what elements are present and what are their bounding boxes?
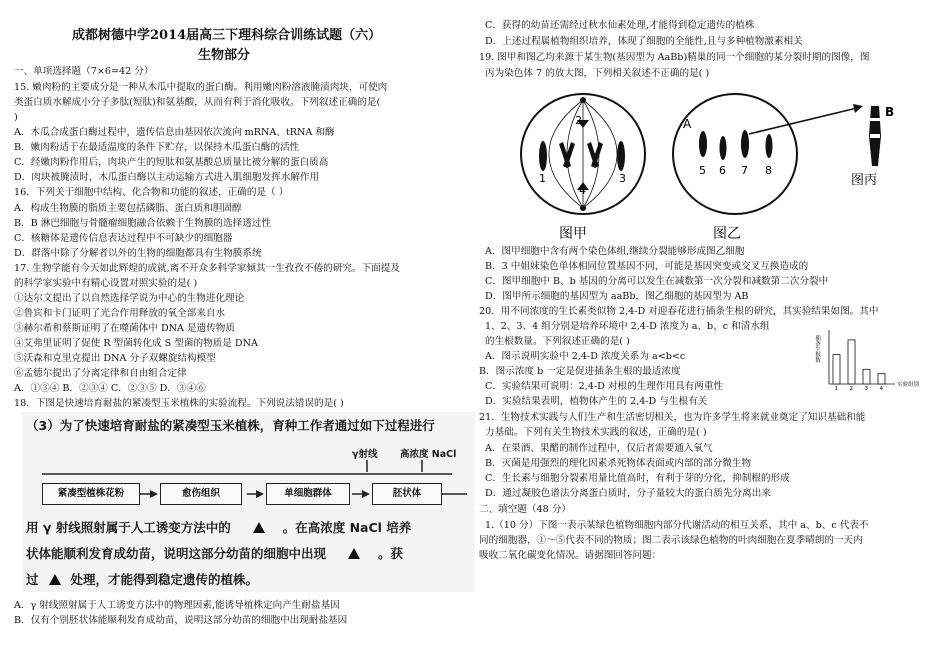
- q17-item-3: ③赫尔希和蔡斯证明了在噬菌体中 DNA 是遗传物质: [14, 323, 235, 334]
- scan-text-2a: 状体能顺利发育成幼苗，说明这部分幼苗的细胞中出现: [26, 546, 327, 561]
- q17-item-4: ④艾弗里证明了促使 R 型菌转化成 S 型菌的物质是 DNA: [14, 338, 258, 349]
- gene-b-label: B: [885, 105, 895, 119]
- section-heading: 一、单项选择题（7×6=42 分）: [14, 66, 154, 77]
- flow-box-embryoid: 胚状体: [372, 483, 442, 505]
- chart-tick-label: 1: [834, 386, 838, 392]
- q15-option-d: D．肉块被腌渍时，木瓜蛋白酶以主动运输方式进入肌细胞发挥水解作用: [14, 172, 320, 183]
- q15-option-c: C．经嫩肉粉作用后，肉块产生的短肽和氨基酸总质量比被分解的蛋白质高: [14, 157, 329, 168]
- nacl-label: 高浓度 NaCl: [400, 449, 457, 460]
- scan-text-3a: 过: [26, 572, 39, 587]
- fill-in-q1-stem-3: 吸收二氧化碳变化情况。请据图回答问题：: [479, 550, 662, 561]
- yi-num-5: 5: [699, 164, 706, 177]
- chart-ylabel: 插条生根数: [814, 335, 820, 363]
- q15-option-b: B．嫩肉粉适于在最适温度的条件下贮存，以保持木瓜蛋白酶的活性: [14, 142, 300, 153]
- q20-stem-1: 20．用不同浓度的生长素类似物 2,4-D 对迎春花进行插条生根的研究，其实验结果如图。其中: [479, 306, 879, 317]
- scan-text-line-3: [26, 570, 258, 588]
- fill-in-q1-stem-1: 1.（10 分）下图一表示某绿色植物细胞内部分代谢活动的相互关系，其中 a、b、c 代表不: [485, 520, 869, 531]
- q19-option-d: D．图甲所示细胞的基因型为 aaBb，图乙细胞的基因型为 AB: [485, 291, 749, 302]
- cell-yi-membrane: [673, 94, 797, 214]
- jia-num-2: 2: [575, 114, 582, 127]
- chart-bar-1: [833, 355, 840, 384]
- figure-bing-label: 图丙: [851, 173, 878, 188]
- q20-stem-2: 1、2、3、4 组分别是培养环境中 2,4-D 浓度为 a、b、c 和清水组: [485, 321, 770, 332]
- fill-in-section-heading: 二、填空题（48 分）: [479, 504, 572, 515]
- jia-num-4: 4: [579, 184, 586, 197]
- flow-box-single-cell: 单细胞群体: [266, 483, 350, 505]
- chart-tick-label: 3: [864, 386, 868, 392]
- q21-option-c: C．生长素与细胞分裂素用量比值高时，有利于芽的分化，抑制根的形成: [485, 473, 790, 484]
- yi-num-8: 8: [765, 164, 772, 177]
- scan-text-line-1: [26, 518, 411, 536]
- scan-text-1b: 。在高浓度 NaCl 培养: [282, 520, 412, 535]
- scan-text-3b: 处理，才能得到稳定遗传的植株。: [70, 572, 259, 587]
- chart-tick-label: 4: [879, 386, 883, 392]
- q17-item-2: ②鲁宾和卡门证明了光合作用释放的氧全部来自水: [14, 308, 226, 319]
- q16-option-c: C．核糖体是遗传信息表达过程中不可缺少的细胞器: [14, 233, 233, 244]
- q20-stem-3: 的生根数量。下列叙述正确的是( ): [485, 336, 630, 347]
- gamma-ray-label: γ射线: [352, 449, 378, 460]
- q18-option-c: C．获得的幼苗还需经过秋水仙素处理,才能得到稳定遗传的植株: [485, 20, 755, 31]
- yi-num-6: 6: [719, 164, 726, 177]
- flow-arrows: [22, 412, 475, 522]
- q17-stem-2: 的科学家实验中有精心设置对照实验的是( ): [14, 278, 198, 289]
- chart-xlabel: 实验组别: [897, 382, 920, 388]
- q21-option-d: D．通过凝胶色谱法分离蛋白质时，分子量较大的蛋白质先分离出来: [485, 488, 771, 499]
- scan-text-line-2: [26, 544, 403, 562]
- q21-option-b: B．灭菌是用强烈的理化因素杀死物体表面或内部的部分微生物: [485, 458, 752, 469]
- scan-text-1a: 用 γ 射线照射属于人工诱变方法中的: [26, 520, 231, 535]
- fill-in-q1-stem-2: 同的细胞器，①～⑤代表不同的物质；图二表示该绿色植物的叶肉细胞在夏季晴朗的一天内: [479, 535, 863, 546]
- q15-stem-2: 类蛋白质水解成小分子多肽(短肽)和氨基酸，从而有利于消化吸收。下列叙述正确的是(: [14, 97, 381, 108]
- q17-item-5: ⑤沃森和克里克提出 DNA 分子双螺旋结构模型: [14, 353, 216, 364]
- q19-stem-1: 19. 图甲和图乙均来源于某生物(基因型为 AaBb)精巢的同一个细胞的某分裂时期的图像，图: [479, 52, 870, 63]
- jia-num-3: 3: [619, 172, 626, 185]
- q20-bar-chart: [815, 326, 925, 390]
- paper-title: 成都树德中学2014届高三下理科综合训练试题（六）: [72, 28, 382, 43]
- scan-intro: （3）为了快速培育耐盐的紧凑型玉米植株，育种工作者通过如下过程进行: [26, 418, 435, 433]
- q16-option-d: D．群落中除了分解者以外的生物的细胞都具有生物膜系统: [14, 248, 262, 259]
- q18-stem: 18．下图是快速培育耐盐的紧凑型玉米植株的实验流程。下列说法错误的是( ): [14, 398, 344, 409]
- q21-stem-1: 21．生物技术实践与人们生产和生活密切相关，也为许多学生将来就业奠定了知识基础和能: [479, 412, 866, 423]
- q17-item-1: ①达尔文提出了以自然选择学说为中心的生物进化理论: [14, 293, 245, 304]
- q15-stem-3: ): [14, 112, 18, 123]
- q18-option-b: B．仅有个别胚状体能顺利发育成幼苗，说明这部分幼苗的细胞中出现耐盐基因: [14, 615, 348, 626]
- q15-option-a: A．木瓜合成蛋白酶过程中，遗传信息由基因依次流向 mRNA、tRNA 和酶: [14, 127, 335, 138]
- chart-bar-3: [863, 369, 870, 384]
- q17-item-6: ⑥孟德尔提出了分离定律和自由组合定律: [14, 368, 187, 379]
- q19-option-a: A．图甲细胞中含有两个染色体组,继续分裂能够形成图乙细胞: [485, 246, 745, 257]
- flow-box-callus: 愈伤组织: [160, 483, 242, 505]
- chart-bar-4: [878, 374, 885, 384]
- q16-option-b: B．B 淋巴细胞与骨髓瘤细胞融合依赖于生物膜的选择透过性: [14, 218, 271, 229]
- gene-a-label: A: [683, 117, 692, 131]
- q19-stem-2: 丙为染色体 7 的放大图，下列相关叙述不正确的是( ): [485, 68, 710, 79]
- q19-cell-division-figure: [519, 86, 939, 246]
- figure-yi-label: 图乙: [713, 226, 741, 242]
- q21-option-a: A．在果酒、果醋的制作过程中，仅后者需要通入氧气: [485, 443, 713, 454]
- q18-scanned-figure: [22, 412, 475, 592]
- q16-stem: 16．下列关于细胞中结构、化合物和功能的叙述，正确的是（ ）: [14, 187, 289, 198]
- q17-stem-1: 17. 生物学能有今天如此辉煌的成就,离不开众多科学家倾其一生孜孜不倦的研究。下面提及: [14, 263, 400, 274]
- blank-triangle-icon: [49, 574, 61, 585]
- q20-option-b: B．图示浓度 b 一定是促进插条生根的最适浓度: [479, 366, 681, 377]
- blank-triangle-icon: [253, 522, 265, 533]
- q18-option-d: D．上述过程属植物组织培养，体现了细胞的全能性,且与多种植物激素相关: [485, 36, 803, 47]
- chart-tick-label: 2: [849, 386, 853, 392]
- chart-bar-2: [848, 340, 855, 384]
- q17-options: A．①③④ B．②③④ C．②③⑤ D．③④⑥: [14, 383, 206, 394]
- scan-text-2b: 。获: [378, 546, 404, 561]
- blank-triangle-icon: [348, 548, 360, 559]
- jia-num-1: 1: [539, 172, 546, 185]
- q18-option-a: A．γ 射线照射属于人工诱变方法中的物理因素,能诱导植株定向产生耐盐基因: [14, 600, 340, 611]
- q16-option-a: A．构成生物膜的脂质主要包括磷脂、蛋白质和胆固醇: [14, 203, 242, 214]
- q15-stem-1: 15. 嫩肉粉的主要成分是一种从木瓜中提取的蛋白酶。利用嫩肉粉溶液腌渍肉块，可使肉: [14, 82, 388, 93]
- q21-stem-2: 力基础。下列有关生物技术实践的叙述，正确的是( ): [485, 427, 707, 438]
- paper-subtitle: 生物部分: [198, 48, 251, 63]
- flow-box-pollen: 紧凑型植株花粉: [42, 483, 140, 505]
- q20-option-c: C．实验结果可说明：2,4-D 对根的生理作用具有两重性: [485, 381, 724, 392]
- figure-jia-label: 图甲: [559, 226, 587, 242]
- q19-option-b: B．3 中姐妹染色单体相同位置基因不同，可能是基因突变或交叉互换造成的: [485, 261, 809, 272]
- yi-num-7: 7: [741, 164, 748, 177]
- q19-option-c: C．图甲细胞中 B、b 基因的分离可以发生在减数第一次分裂和减数第二次分裂中: [485, 276, 829, 287]
- q20-option-a: A．图示说明实验中 2,4-D 浓度关系为 a<b<c: [485, 351, 686, 362]
- q20-option-d: D．实验结果表明，植物体产生的 2,4-D 与生根有关: [485, 396, 708, 407]
